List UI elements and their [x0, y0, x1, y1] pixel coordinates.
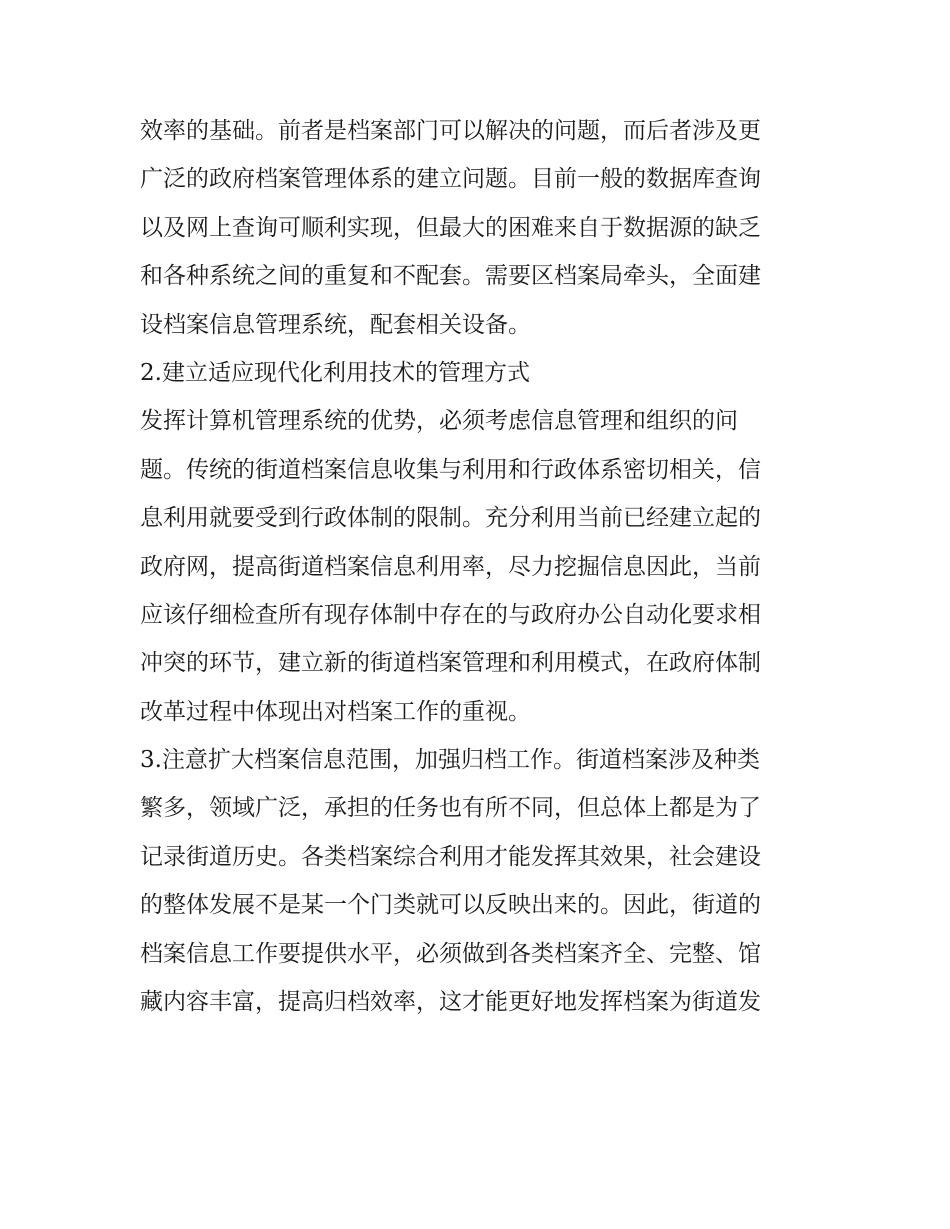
body-text	[140, 107, 820, 1026]
text-line: 发挥计算机管理系统的优势，必须考虑信息管理和组织的问	[140, 408, 738, 435]
section-heading-2: 2.建立适应现代化利用技术的管理方式	[140, 359, 530, 386]
text-line: 设档案信息管理系统，配套相关设备。	[140, 311, 531, 338]
text-line: 藏内容丰富，提高归档效率，这才能更好地发挥档案为街道发	[140, 989, 761, 1016]
section-heading-3: 3.注意扩大档案信息范围，加强归档工作。街道档案涉及种类	[140, 747, 760, 774]
text-line: 政府网，提高街道档案信息利用率，尽力挖掘信息因此，当前	[140, 553, 761, 580]
text-line: 题。传统的街道档案信息收集与利用和行政体系密切相关，信	[140, 456, 761, 483]
text-line: 广泛的政府档案管理体系的建立问题。目前一般的数据库查询	[140, 166, 761, 193]
text-line: 改革过程中体现出对档案工作的重视。	[140, 698, 531, 725]
text-line: 冲突的环节，建立新的街道档案管理和利用模式，在政府体制	[140, 650, 761, 677]
text-line: 应该仔细检查所有现存体制中存在的与政府办公自动化要求相	[140, 601, 761, 628]
text-line: 息利用就要受到行政体制的限制。充分利用当前已经建立起的	[140, 505, 761, 532]
text-line: 记录街道历史。各类档案综合利用才能发挥其效果，社会建设	[140, 843, 761, 870]
text-line: 效率的基础。前者是档案部门可以解决的问题，而后者涉及更	[140, 118, 761, 144]
text-line: 繁多，领域广泛，承担的任务也有所不同，但总体上都是为了	[140, 795, 761, 822]
text-line: 档案信息工作要提供水平，必须做到各类档案齐全、完整、馆	[140, 940, 761, 967]
text-line: 和各种系统之间的重复和不配套。需要区档案局牵头，全面建	[140, 263, 761, 290]
text-line: 的整体发展不是某一个门类就可以反映出来的。因此，街道的	[140, 892, 761, 919]
text-line: 以及网上查询可顺利实现，但最大的困难来自于数据源的缺乏	[140, 214, 761, 241]
